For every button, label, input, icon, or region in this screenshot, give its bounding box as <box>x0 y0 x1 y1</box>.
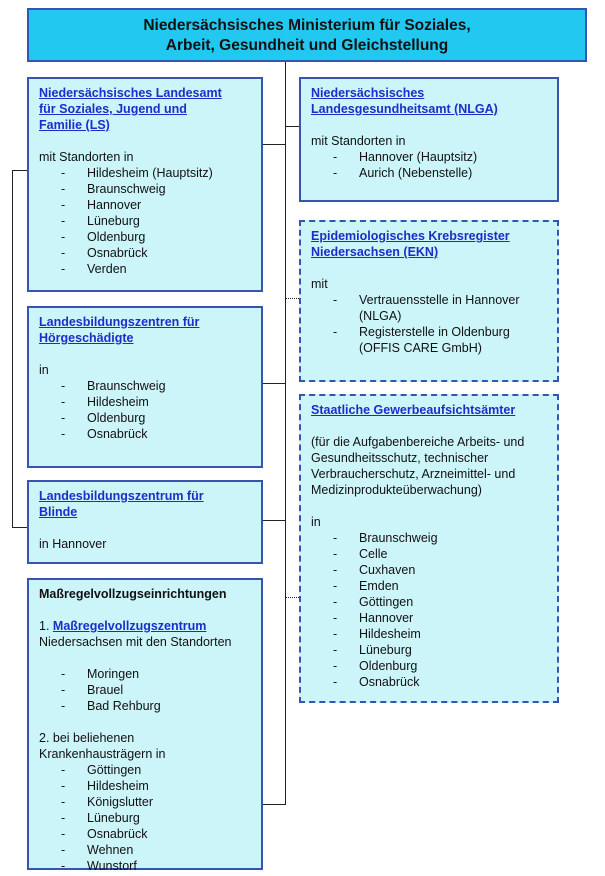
gaa-desc-line: Verbraucherschutz, Arzneimittel- und <box>311 467 516 481</box>
mrv-item2-text: 2. bei beliehenen <box>39 731 135 745</box>
ls-location-list <box>39 165 251 277</box>
list-item: - Hannover <box>311 610 547 626</box>
lbz-blinde-box <box>27 480 263 564</box>
ekn-heading-line: Niedersachsen (EKN) <box>311 245 439 259</box>
list-item: - Oldenburg <box>311 658 547 674</box>
gaa-desc-line: (für die Aufgabenbereiche Arbeits- und <box>311 435 525 449</box>
ekn-item-line: Vertrauensstelle in Hannover <box>359 293 520 307</box>
left-bracket-vertical <box>12 170 13 528</box>
list-item: - Lüneburg <box>39 810 251 826</box>
gaa-desc-line: Gesundheitsschutz, technischer <box>311 451 489 465</box>
list-item: - Braunschweig <box>311 530 547 546</box>
list-item: - Emden <box>311 578 547 594</box>
ministry-title-box <box>27 8 587 62</box>
list-item: - Celle <box>311 546 547 562</box>
nlga-location-list <box>311 149 547 181</box>
ekn-item-list <box>311 292 547 356</box>
gaa-intro: in <box>311 515 321 529</box>
list-item: - Cuxhaven <box>311 562 547 578</box>
ekn-item-line: (OFFIS CARE GmbH) <box>359 341 482 355</box>
list-item: - Wehnen <box>39 842 251 858</box>
lbz-hoer-heading-link[interactable] <box>39 314 251 346</box>
nlga-box <box>299 77 559 202</box>
gaa-desc-line: Medizinprodukteüberwachung) <box>311 483 482 497</box>
connector-nlga <box>285 126 299 127</box>
list-item: - Göttingen <box>311 594 547 610</box>
lbz-hoer-heading-line: Landesbildungszentren für <box>39 315 200 329</box>
ministry-title-line1: Niedersächsisches Ministerium für Soziales, <box>143 17 471 34</box>
gaa-box <box>299 394 559 703</box>
connector-mrv <box>262 804 286 805</box>
list-item: - Lüneburg <box>311 642 547 658</box>
ls-box <box>27 77 263 292</box>
lbz-blinde-heading-line: Blinde <box>39 505 78 519</box>
mrv-item1-prefix: 1. <box>39 619 53 633</box>
connector-lbz-blinde <box>262 520 286 521</box>
list-item: - Osnabrück <box>311 674 547 690</box>
list-item: - Hannover <box>39 197 251 213</box>
mrv-item2-text: Krankenhausträgern in <box>39 747 166 761</box>
list-item: - Wunstorf <box>39 858 251 874</box>
list-item: - Hildesheim <box>39 778 251 794</box>
mrv-box <box>27 578 263 873</box>
gaa-heading-link[interactable]: Staatliche Gewerbeaufsichtsämter <box>311 403 516 417</box>
list-item: - Hildesheim (Hauptsitz) <box>39 165 251 181</box>
ekn-item-line: (NLGA) <box>359 309 402 323</box>
lbz-blinde-heading-line: Landesbildungszentrum für <box>39 489 204 503</box>
list-item: - Bad Rehburg <box>39 698 251 714</box>
list-item <box>311 292 547 324</box>
ls-heading-line: Niedersächsisches Landesamt <box>39 86 222 100</box>
list-item: - Osnabrück <box>39 245 251 261</box>
lbz-hoer-location-list <box>39 378 251 442</box>
dotted-connector-ekn <box>286 298 299 299</box>
list-item: - Verden <box>39 261 251 277</box>
ls-heading-line: für Soziales, Jugend und <box>39 102 187 116</box>
ls-intro: mit Standorten in <box>39 150 134 164</box>
connector-ls <box>262 144 286 145</box>
nlga-intro: mit Standorten in <box>311 134 406 148</box>
ekn-box <box>299 220 559 382</box>
list-item: - Hildesheim <box>39 394 251 410</box>
ekn-heading-link[interactable] <box>311 228 547 260</box>
list-item <box>311 324 547 356</box>
mrv-item1 <box>39 618 251 634</box>
mrv-item1-location-list <box>39 666 251 714</box>
lbz-hoer-heading-line: Hörgeschädigte <box>39 331 134 345</box>
list-item: - Braunschweig <box>39 181 251 197</box>
ls-heading-line: Familie (LS) <box>39 118 110 132</box>
lbz-blinde-heading-link[interactable] <box>39 488 251 520</box>
gaa-location-list <box>311 530 547 690</box>
dotted-connector-gaa <box>286 597 299 598</box>
nlga-heading-link[interactable] <box>311 85 547 117</box>
ekn-intro: mit <box>311 277 328 291</box>
list-item: - Königslutter <box>39 794 251 810</box>
list-item: - Osnabrück <box>39 826 251 842</box>
list-item: - Osnabrück <box>39 426 251 442</box>
ekn-heading-line: Epidemiologisches Krebsregister <box>311 229 510 243</box>
mrv-item1-link[interactable]: Maßregelvollzugszentrum <box>52 619 207 633</box>
list-item: - Oldenburg <box>39 229 251 245</box>
mrv-item2-location-list <box>39 762 251 874</box>
lbz-hoer-box <box>27 306 263 468</box>
connector-lbz-hoer <box>262 383 286 384</box>
list-item: - Hildesheim <box>311 626 547 642</box>
list-item: - Göttingen <box>39 762 251 778</box>
list-item: - Lüneburg <box>39 213 251 229</box>
list-item: - Brauel <box>39 682 251 698</box>
ministry-title-line2: Arbeit, Gesundheit und Gleichstellung <box>165 37 449 54</box>
list-item: - Aurich (Nebenstelle) <box>311 165 547 181</box>
trunk-line <box>285 62 286 804</box>
list-item: - Oldenburg <box>39 410 251 426</box>
mrv-item1-rest: Niedersachsen mit den Standorten <box>39 635 232 649</box>
ls-heading-link[interactable] <box>39 85 251 133</box>
lbz-blinde-intro: in Hannover <box>39 537 107 551</box>
left-bracket-bottom <box>12 527 27 528</box>
list-item: - Braunschweig <box>39 378 251 394</box>
lbz-hoer-intro: in <box>39 363 49 377</box>
left-bracket-top <box>12 170 27 171</box>
ekn-item-line: Registerstelle in Oldenburg <box>359 325 510 339</box>
mrv-heading: Maßregelvollzugseinrichtungen <box>39 587 227 601</box>
nlga-heading-line: Landesgesundheitsamt (NLGA) <box>311 102 498 116</box>
list-item: - Hannover (Hauptsitz) <box>311 149 547 165</box>
nlga-heading-line: Niedersächsisches <box>311 86 425 100</box>
list-item: - Moringen <box>39 666 251 682</box>
